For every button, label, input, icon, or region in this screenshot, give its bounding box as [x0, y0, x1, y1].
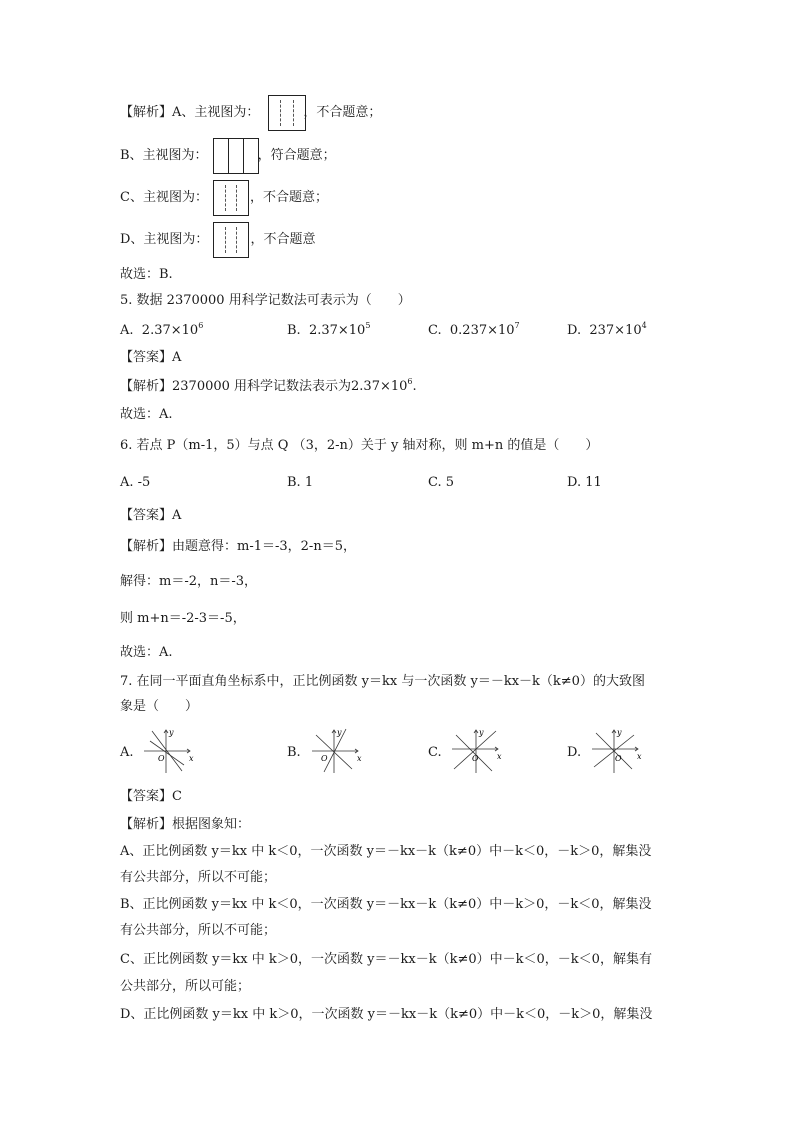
q7-analysis-d-line-1: D、正比例函数 y＝kx 中 k＞0，一次函数 y＝－kx－k（k≠0）中－k＜0，－k＞0，解集没: [120, 1007, 653, 1022]
q7-graph-d: [588, 725, 644, 775]
front-view-a-figure: [268, 95, 306, 131]
q6-stem: 6. 若点 P（m-1，5）与点 Q （3，2-n）关于 y 轴对称，则 m+n 的值是（ ）: [120, 438, 599, 453]
q6-option-b: B. 1: [287, 475, 314, 490]
q7-analysis-intro: 【解析】根据图象知：: [120, 817, 251, 832]
analysis-d-prefix: D、主视图为：: [120, 232, 209, 247]
prev-conclusion: 故选：B.: [120, 267, 173, 282]
axis-y-label: y: [337, 728, 342, 737]
analysis-a-suffix: ，不合题意；: [303, 105, 382, 120]
axis-y-label: y: [479, 728, 484, 737]
q7-option-d-label: D.: [567, 745, 582, 760]
q6-conclusion: 故选：A.: [120, 645, 173, 660]
line-y-neg-kx-minus-k: [150, 741, 184, 765]
analysis-b-prefix: B、主视图为：: [120, 148, 208, 163]
q5-option-c: C. $0.237\times 10^7$: [428, 321, 520, 338]
q7-graph-b: [308, 725, 364, 775]
q7-analysis-a-line-2: 有公共部分，所以不可能；: [120, 870, 277, 885]
q6-answer: 【答案】A: [120, 508, 182, 523]
front-view-d-figure: [213, 222, 249, 258]
q7-graph-a: [140, 725, 196, 775]
axis-x-label: x: [357, 754, 362, 763]
q7-option-b-label: B.: [287, 745, 301, 760]
analysis-c-suffix: ，不合题意；: [249, 190, 328, 205]
q7-analysis-b-line-2: 有公共部分，所以不可能；: [120, 923, 277, 938]
q6-analysis-3: 则 m+n＝-2-3＝-5，: [120, 611, 246, 626]
analysis-d-suffix: ，不合题意: [250, 232, 316, 247]
origin-label: O: [158, 754, 165, 763]
q7-analysis-b-line-1: B、正比例函数 y＝kx 中 k＜0，一次函数 y＝－kx－k（k≠0）中－k＞0，－k＜0，解集没: [120, 897, 652, 912]
axis-x-label: x: [497, 752, 502, 761]
q6-option-c: C. 5: [428, 475, 455, 490]
front-view-b-figure: [213, 138, 259, 174]
line-y-kx: [454, 731, 496, 769]
q5-option-d: D. $237\times 10^4$: [567, 321, 647, 338]
analysis-c-prefix: C、主视图为：: [120, 190, 208, 205]
line-y-neg-kx-minus-k: [456, 735, 492, 771]
q7-answer: 【答案】C: [120, 789, 182, 804]
origin-label: O: [615, 754, 622, 763]
axis-y-label: y: [169, 728, 174, 737]
q7-analysis-a-line-1: A、正比例函数 y＝kx 中 k＜0，一次函数 y＝－kx－k（k≠0）中－k＜0，－k＞0，解集没: [120, 844, 652, 859]
q7-analysis-c-line-1: C、正比例函数 y＝kx 中 k＞0，一次函数 y＝－kx－k（k≠0）中－k＜0，－k＜0，解集有: [120, 952, 652, 967]
origin-label: O: [321, 754, 328, 763]
q7-option-a-label: A.: [120, 745, 134, 760]
line-y-neg-kx-minus-k: [324, 729, 346, 772]
q5-option-a: A. $2.37\times 10^6$: [120, 321, 204, 338]
axis-y-label: y: [617, 728, 622, 737]
q7-stem-line-2: 象是（ ）: [120, 699, 199, 714]
origin-label: O: [472, 754, 479, 763]
axis-x-label: x: [189, 754, 194, 763]
front-view-c-figure: [213, 180, 249, 216]
q6-option-d: D. 11: [567, 475, 602, 490]
q5-stem: 5. 数据 2370000 用科学记数法可表示为（ ）: [120, 293, 411, 308]
analysis-line-a: [120, 104, 381, 122]
q5-answer: 【答案】A: [120, 350, 182, 365]
q5-conclusion: 故选：A.: [120, 407, 173, 422]
q6-analysis-1: 【解析】由题意得：m-1＝-3，2-n＝5，: [120, 539, 356, 554]
q5-analysis: 【解析】2370000 用科学记数法表示为$2.37\times 10^6$.: [120, 377, 417, 394]
q6-analysis-2: 解得：m＝-2，n＝-3，: [120, 574, 258, 589]
q7-stem-line-1: 7. 在同一平面直角坐标系中，正比例函数 y＝kx 与一次函数 y＝－kx－k（k≠0）的大致图: [120, 674, 645, 689]
q7-analysis-c-line-2: 公共部分，所以可能；: [120, 979, 251, 994]
q6-option-a: A. -5: [120, 475, 151, 490]
axis-x-label: x: [637, 752, 642, 761]
q7-graph-c: [448, 725, 504, 775]
q7-option-c-label: C.: [428, 745, 442, 760]
analysis-b-suffix: ，符合题意；: [257, 148, 336, 163]
q5-option-b: B. $2.37\times 10^5$: [287, 321, 371, 338]
analysis-a-prefix: 【解析】A、主视图为：: [120, 105, 260, 120]
